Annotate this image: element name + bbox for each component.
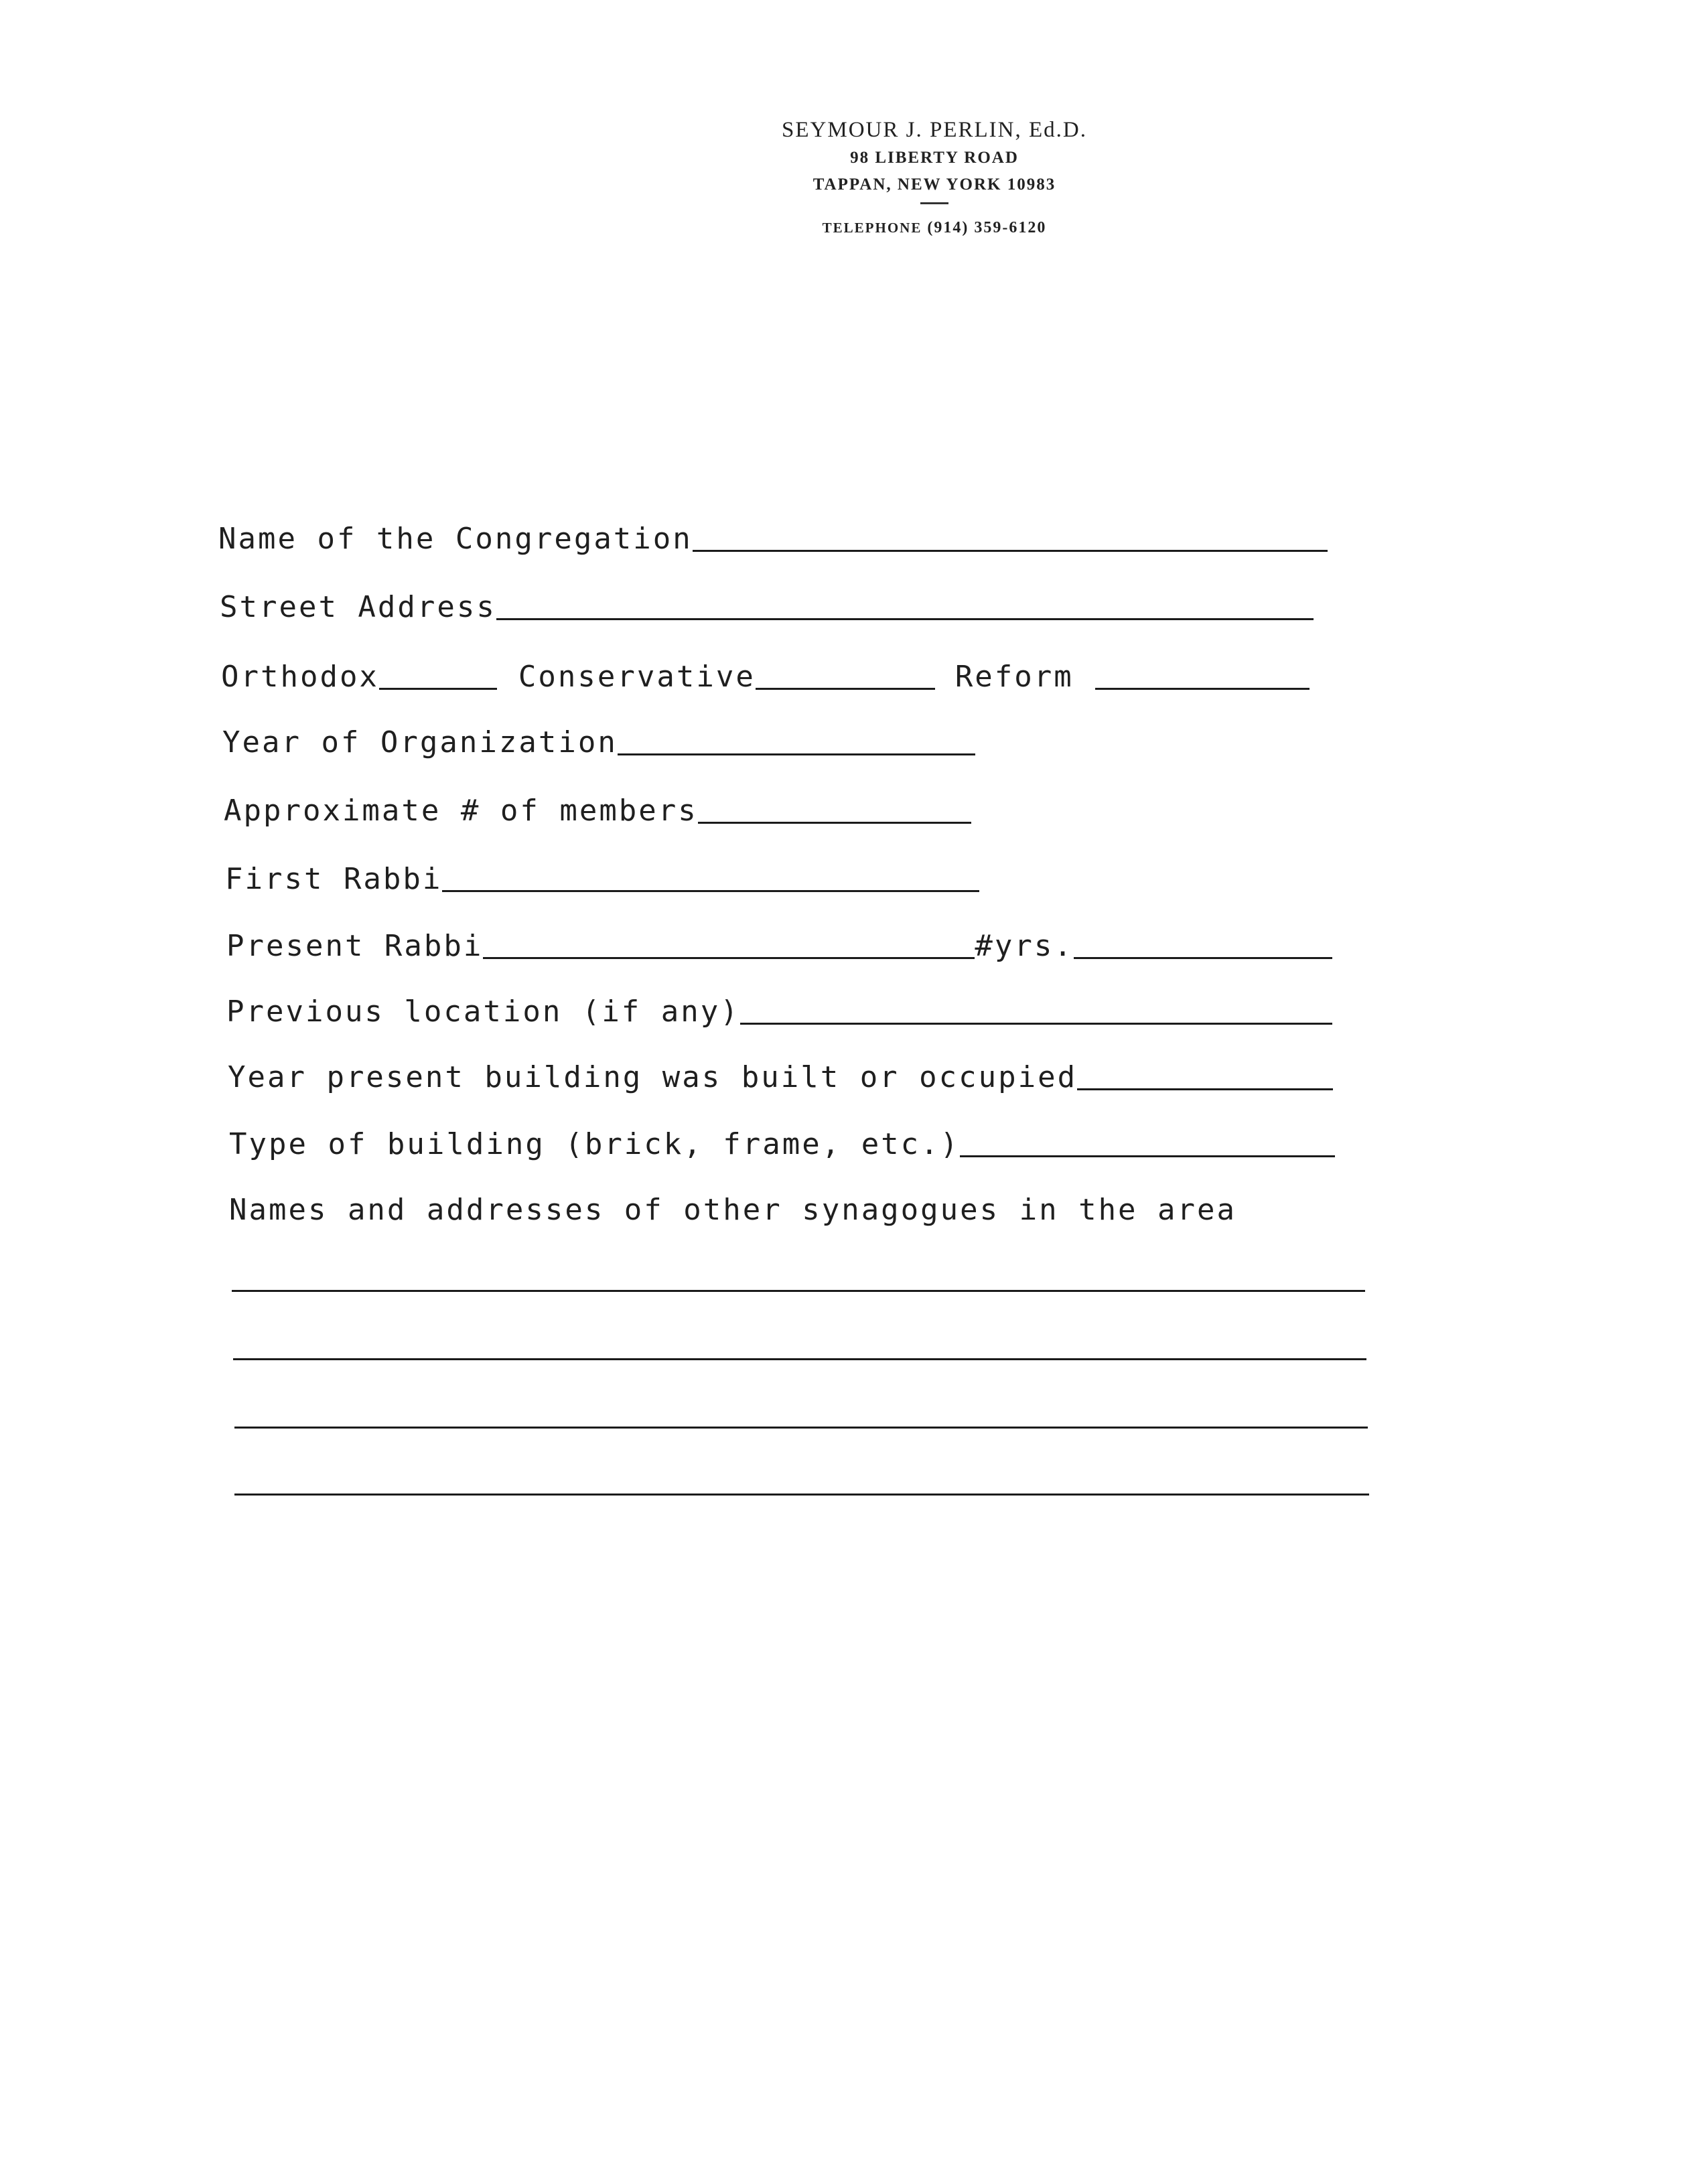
previous-location-field[interactable] [740, 1023, 1332, 1025]
row-previous-location [226, 990, 1332, 1030]
congregation-label: Name of the Congregation [218, 522, 693, 556]
letterhead-city: TAPPAN, NEW YORK 10983 [812, 175, 1056, 194]
members-field[interactable] [698, 822, 971, 824]
phone-number: (914) 359-6120 [927, 219, 1047, 236]
street-address-label: Street Address [220, 590, 496, 624]
other-synagogues-line-3[interactable] [234, 1427, 1368, 1429]
first-rabbi-label: First Rabbi [225, 862, 443, 896]
street-address-field[interactable] [496, 618, 1314, 620]
conservative-label: Conservative [518, 660, 756, 694]
first-rabbi-field[interactable] [442, 890, 979, 892]
letterhead-phone [697, 216, 1172, 239]
year-organization-field[interactable] [618, 753, 975, 755]
row-other-synagogues [229, 1188, 1236, 1228]
previous-location-label: Previous location (if any) [226, 995, 740, 1029]
present-rabbi-label: Present Rabbi [226, 929, 484, 963]
members-label: Approximate # of members [224, 794, 698, 828]
reform-field[interactable] [1095, 688, 1310, 690]
building-type-field[interactable] [960, 1155, 1335, 1157]
other-synagogues-line-4[interactable] [234, 1494, 1369, 1496]
year-built-field[interactable] [1077, 1088, 1333, 1090]
other-synagogues-line-2[interactable] [233, 1358, 1366, 1360]
letterhead-divider [920, 202, 948, 204]
row-first-rabbi [225, 857, 979, 897]
row-congregation [218, 517, 1328, 557]
orthodox-field[interactable] [379, 688, 497, 690]
other-synagogues-label: Names and addresses of other synagogues in the area [229, 1193, 1237, 1227]
conservative-field[interactable] [756, 688, 935, 690]
phone-label: TELEPHONE [822, 220, 922, 236]
years-field[interactable] [1074, 957, 1332, 959]
reform-label: Reform [955, 660, 1074, 694]
row-street [220, 585, 1314, 626]
orthodox-label: Orthodox [221, 660, 379, 694]
other-synagogues-line-1[interactable] [232, 1290, 1365, 1292]
congregation-field[interactable] [693, 550, 1328, 552]
letterhead-street: 98 LIBERTY ROAD [850, 149, 1019, 167]
row-building-type [229, 1122, 1335, 1163]
row-year-built [228, 1055, 1333, 1096]
row-present-rabbi [226, 924, 1332, 964]
years-label: #yrs. [975, 929, 1074, 963]
row-year-organization [222, 721, 975, 761]
year-organization-label: Year of Organization [222, 725, 618, 759]
letterhead-name: SEYMOUR J. PERLIN, Ed.D. [782, 118, 1087, 142]
building-type-label: Type of building (brick, frame, etc.) [229, 1127, 961, 1161]
row-members [224, 789, 971, 829]
letterhead [697, 115, 1172, 239]
present-rabbi-field[interactable] [483, 957, 975, 959]
year-built-label: Year present building was built or occupied [228, 1060, 1078, 1094]
row-denomination [221, 655, 1310, 695]
